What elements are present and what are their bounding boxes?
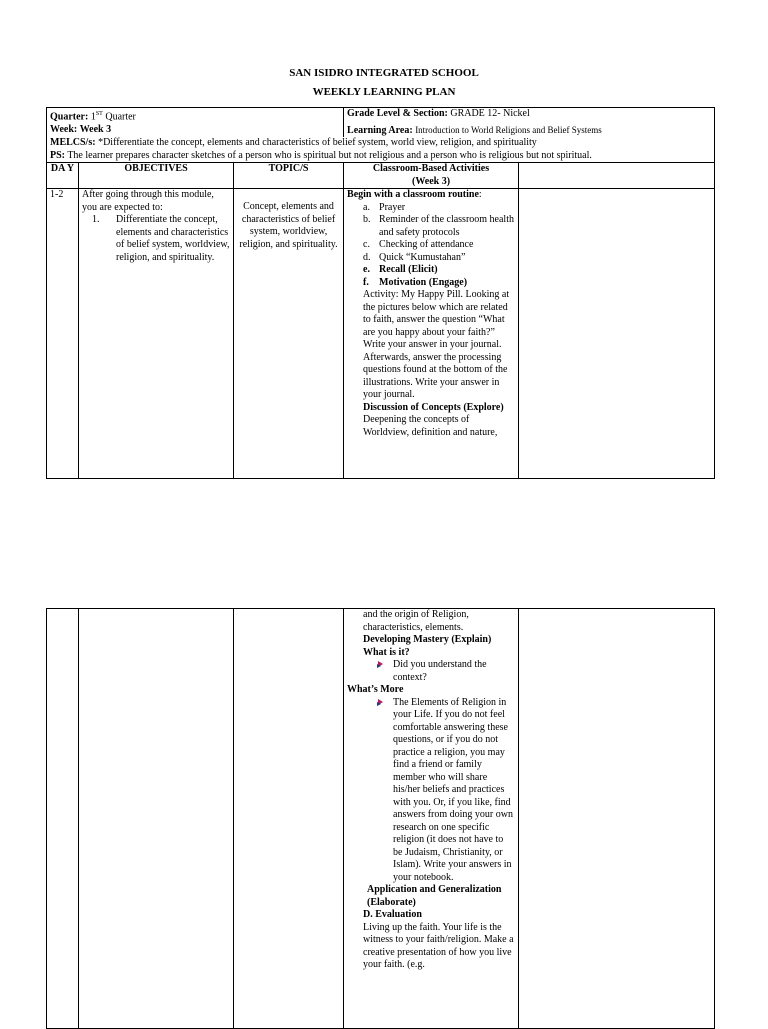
learning-plan-table-page1 — [46, 107, 715, 479]
plan-title: WEEKLY LEARNING PLAN — [312, 86, 456, 98]
evaluation-heading: D. Evaluation — [363, 909, 422, 920]
week-cell: Week: Week 3 — [47, 124, 344, 138]
what-is-it-heading: What is it? — [363, 646, 410, 658]
arrow-bullet-icon — [377, 697, 385, 705]
learning-plan-table-page2 — [46, 608, 715, 1029]
objectives-cell-cont — [79, 609, 234, 1029]
application-heading: Application and Generalization (Elaborate) — [367, 884, 502, 908]
activities-cell-cont: and the origin of Religion, characteristics, elements. Developing Mastery (Explain) What is it? Did you understand the context? What’s More The Elements of Religion in your Life. If you do not feel comfortable answering these questions, or if you do not practice a religion, you may find a friend or family member who will share his/her beliefs and practices with you. Or, if you like, find answers from doing your own research on one specific religion (it does not have to be Judaism, Christianity, or Islam). Write your answers in your notebook. Application and Generalization (Elaborate) D. Evaluation Living up the faith. Your life is the witness to your faith/religion. Make a creative presentation of how you live your faith. (e.g. — [344, 609, 519, 1029]
list-item: a. Prayer — [363, 201, 406, 213]
list-item: b. Reminder of the classroom health and safety protocols — [363, 214, 514, 238]
objectives-cell: After going through this module, you are expected to: 1. Differentiate the concept, elements and characteristics of belief system, worldview, religion, and spirituality. — [79, 189, 234, 479]
learning-area-cell: Learning Area: Introduction to World Religions and Belief Systems — [344, 124, 715, 138]
activity-text: Activity: My Happy Pill. Looking at the pictures below which are related to faith, answer the question “What are you happy about your faith?” Write your answer in your journal. Afterwards, answer the processing questions found at the bottom of the illustrations. Write your answer in your journal. — [363, 289, 510, 401]
col-objectives-header: OBJECTIVES — [79, 163, 234, 189]
day-cell-cont — [47, 609, 79, 1029]
melcs-cell: MELCS/s: *Differentiate the concept, elements and characteristics of belief system, world view, religion, and spirituality — [47, 137, 715, 150]
ps-cell: PS: The learner prepares character sketches of a person who is spiritual but not religious and a person who is religious but not spiritual. — [47, 150, 715, 163]
list-item: Did you understand the context? — [347, 659, 515, 684]
routine-list — [347, 202, 515, 290]
discussion-text: Deepening the concepts of Worldview, definition and nature, — [363, 414, 498, 438]
list-item: The Elements of Religion in your Life. If you do not feel comfortable answering these questions, or if you do not practice a religion, you may find a friend or family member who will share his/her beliefs and practices with you. Or, if you like, find answers from doing your own research on one specific religion (it does not have to be Judaism, Christianity, or Islam). Write your answers in your notebook. — [347, 697, 515, 885]
school-name: SAN ISIDRO INTEGRATED SCHOOL — [289, 67, 479, 79]
topics-cell: Concept, elements and characteristics of belief system, worldview, religion, and spirituality. — [234, 189, 344, 479]
col-blank-header — [519, 163, 715, 189]
col-topics-header: TOPIC/S — [234, 163, 344, 189]
whats-more-heading: What’s More — [347, 684, 404, 695]
activities-cell: Begin with a classroom routine: a. Prayer b. Reminder of the classroom health and safety protocols c. Checking of attendance d. Quick “Kumustahan” e. Recall (Elicit) f. Motivation (Engage) Activity: My Happy Pill. Looking at the pictures below which are related to faith, answer the question “What are you happy about your faith?” Write your answer in your journal. Afterwards, answer the processing questions found at the bottom of the illustrations. Write your answer in your journal. Discussion of Concepts (Explore) Deepening the concepts of Worldview, definition and nature, — [344, 189, 519, 479]
developing-mastery-heading: Developing Mastery (Explain) — [363, 634, 492, 645]
list-item: d. Quick “Kumustahan” — [363, 251, 466, 263]
blank-cell-cont — [519, 609, 715, 1029]
evaluation-text: Living up the faith. Your life is the witness to your faith/religion. Make a creative presentation of how you live your faith. (e.g. — [363, 921, 514, 970]
grade-cell: Grade Level & Section: GRADE 12- Nickel — [344, 108, 715, 124]
topics-cell-cont — [234, 609, 344, 1029]
col-day-header: DA Y — [47, 163, 79, 189]
arrow-bullet-icon — [377, 659, 385, 667]
day-cell: 1-2 — [47, 189, 79, 479]
blank-cell — [519, 189, 715, 479]
list-item: c. Checking of attendance — [363, 239, 474, 251]
discussion-heading: Discussion of Concepts (Explore) — [363, 401, 504, 413]
col-activities-header: Classroom-Based Activities (Week 3) — [344, 163, 519, 189]
list-item: f. Motivation (Engage) — [363, 276, 468, 288]
list-item: e. Recall (Elicit) — [363, 264, 438, 276]
quarter-cell: Quarter: 1ST Quarter — [47, 108, 344, 124]
